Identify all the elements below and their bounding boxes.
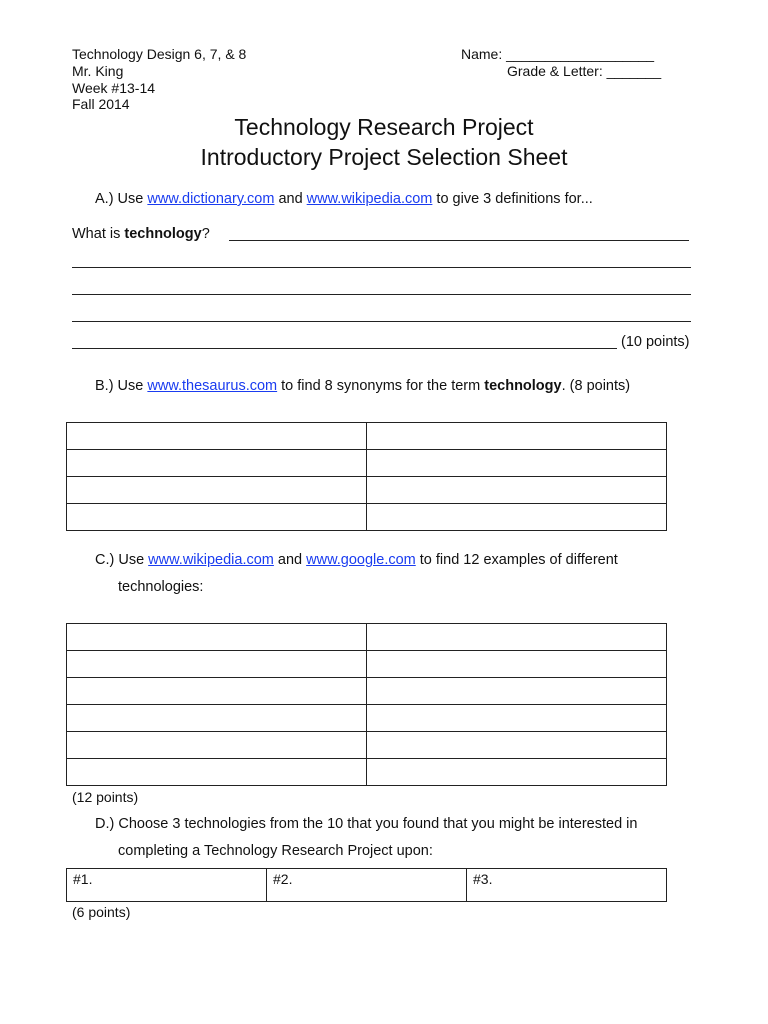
answer-line-1[interactable]	[229, 240, 689, 241]
course-name: Technology Design 6, 7, & 8	[72, 46, 247, 62]
answer-line-5[interactable]	[72, 348, 617, 349]
section-b-mid: to find 8 synonyms for the term	[277, 378, 485, 394]
answer-line-2[interactable]	[72, 267, 691, 268]
section-b-suffix: . (8 points)	[561, 378, 631, 394]
grade-field-label: Grade & Letter: _______	[507, 63, 662, 79]
technology-cell[interactable]	[367, 732, 667, 759]
technology-cell[interactable]	[367, 651, 667, 678]
choice-label-3: #3.	[473, 871, 493, 887]
choice-cell-2[interactable]	[267, 869, 467, 902]
technology-cell[interactable]	[367, 759, 667, 786]
synonym-cell[interactable]	[67, 450, 367, 477]
section-d-points: (6 points)	[72, 904, 131, 920]
choice-cell-3[interactable]	[467, 869, 667, 902]
section-c-points: (12 points)	[72, 789, 139, 805]
technology-cell[interactable]	[67, 759, 367, 786]
section-a-instruction	[95, 191, 593, 207]
technologies-table	[66, 623, 667, 786]
technology-cell[interactable]	[67, 678, 367, 705]
thesaurus-link[interactable]: www.thesaurus.com	[147, 378, 278, 394]
section-a-mid: and	[274, 191, 307, 207]
section-c-mid: and	[273, 552, 307, 568]
technology-cell[interactable]	[67, 732, 367, 759]
technology-cell[interactable]	[367, 678, 667, 705]
page-title: Technology Research Project	[234, 114, 534, 140]
technology-question	[72, 226, 210, 242]
question-prefix: What is	[72, 226, 125, 242]
technology-cell[interactable]	[67, 705, 367, 732]
technology-cell[interactable]	[67, 651, 367, 678]
page-subtitle: Introductory Project Selection Sheet	[200, 144, 568, 170]
synonym-cell[interactable]	[367, 504, 667, 531]
section-d-instruction: D.) Choose 3 technologies from the 10 that you found that you might be interested in	[95, 816, 638, 832]
question-bold-term: technology	[124, 226, 202, 242]
choice-label-2: #2.	[273, 871, 293, 887]
technology-cell[interactable]	[67, 624, 367, 651]
section-b-prefix: B.) Use	[95, 378, 148, 394]
section-b-bold-term: technology	[484, 378, 562, 394]
section-a-prefix: A.) Use	[95, 191, 148, 207]
choice-label-1: #1.	[73, 871, 93, 887]
wikipedia-link[interactable]: www.wikipedia.com	[306, 191, 433, 207]
term-label: Fall 2014	[72, 96, 130, 112]
section-c-prefix: C.) Use	[95, 552, 149, 568]
synonym-cell[interactable]	[67, 477, 367, 504]
section-a-points: (10 points)	[621, 334, 690, 350]
wikipedia-link-c[interactable]: www.wikipedia.com	[148, 552, 274, 568]
name-field-label: Name: ___________________	[461, 46, 655, 62]
synonym-cell[interactable]	[367, 450, 667, 477]
section-c-instruction-line2: technologies:	[118, 579, 204, 595]
teacher-name: Mr. King	[72, 63, 124, 79]
google-link[interactable]: www.google.com	[306, 552, 416, 568]
technology-cell[interactable]	[367, 624, 667, 651]
synonym-cell[interactable]	[67, 423, 367, 450]
section-b-instruction	[95, 378, 630, 394]
section-a-suffix: to give 3 definitions for...	[432, 191, 593, 207]
synonym-cell[interactable]	[367, 423, 667, 450]
choice-cell-1[interactable]	[67, 869, 267, 902]
week-label: Week #13-14	[72, 80, 156, 96]
synonym-cell[interactable]	[367, 477, 667, 504]
question-suffix: ?	[201, 226, 210, 242]
section-d-instruction-line2: completing a Technology Research Project upon:	[118, 843, 433, 859]
section-c-instruction	[95, 552, 618, 568]
choices-table	[66, 868, 667, 902]
synonyms-table	[66, 422, 667, 531]
section-c-suffix: to find 12 examples of different	[415, 552, 618, 568]
answer-line-4[interactable]	[72, 321, 691, 322]
technology-cell[interactable]	[367, 705, 667, 732]
dictionary-link[interactable]: www.dictionary.com	[147, 191, 275, 207]
answer-line-3[interactable]	[72, 294, 691, 295]
synonym-cell[interactable]	[67, 504, 367, 531]
